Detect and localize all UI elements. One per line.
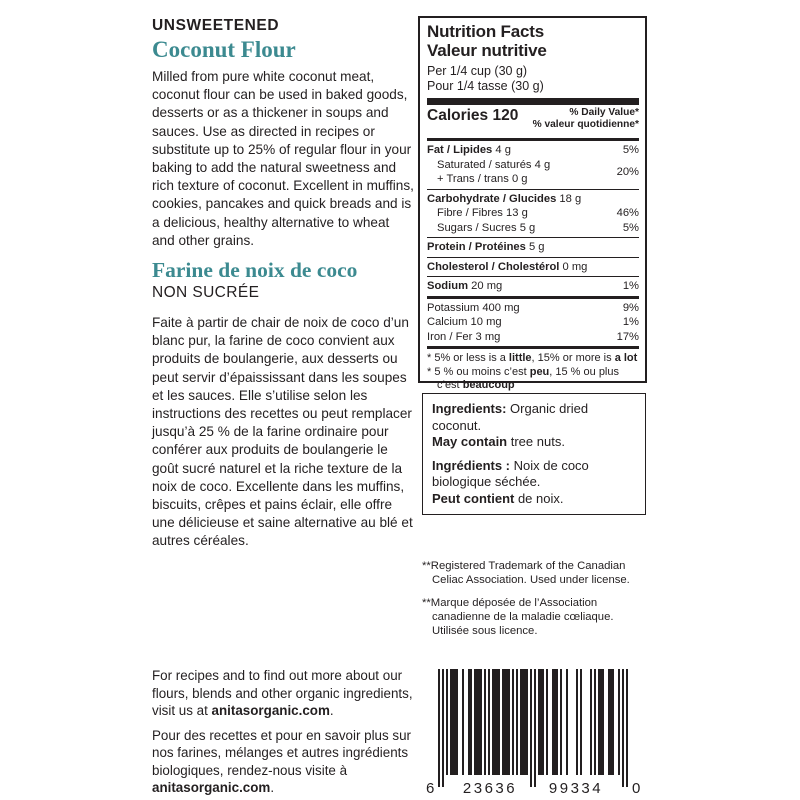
daily-value-footnote <box>427 349 639 393</box>
website-link-en[interactable]: anitasorganic.com <box>211 703 330 718</box>
fibre-amount: 13 g <box>506 207 528 219</box>
barcode-digit-first: 6 <box>426 780 435 797</box>
barcode-bar <box>480 669 482 775</box>
ingredients-label-fr: Ingrédients : <box>432 457 511 473</box>
barcode-bar <box>446 669 448 775</box>
ingredients-text-fr: Noix de coco biologique séchée. <box>432 457 589 489</box>
barcode-bar <box>602 669 604 775</box>
barcode-bar <box>522 669 524 775</box>
sodium-row <box>427 279 639 294</box>
sugars-amount: 5 g <box>519 221 536 234</box>
barcode-bar <box>622 669 624 787</box>
website-info-en <box>152 667 422 720</box>
calories <box>427 107 518 125</box>
barcode-bar <box>538 669 540 775</box>
trademark-en-line-2: Celiac Association. Used under license. <box>432 574 630 586</box>
barcode-bar <box>610 669 612 775</box>
potassium-label: Potassium 400 mg <box>427 301 520 314</box>
website-end-fr: . <box>270 780 275 795</box>
iron-dv: 17% <box>616 330 639 343</box>
sodium-amount: 20 mg <box>471 280 503 292</box>
barcode-bar <box>556 669 558 775</box>
product-description <box>152 16 414 551</box>
trademark-fr-line-2: canadienne de la maladie cœliaque. <box>432 611 614 623</box>
ingredients-box <box>422 393 646 515</box>
barcode-bar <box>598 669 600 775</box>
barcode-bar <box>450 669 452 775</box>
fat-amount: 4 g <box>495 144 511 156</box>
calcium-dv: 1% <box>622 316 639 328</box>
sodium-dv: 1% <box>622 280 639 292</box>
fat-group <box>427 141 639 189</box>
barcode-bar <box>524 669 526 775</box>
barcode-bar <box>442 669 444 787</box>
trans-row <box>427 166 639 187</box>
trademark-note-fr <box>422 596 652 638</box>
barcode-bar <box>542 669 544 775</box>
footnote-en-lot: a lot <box>614 352 638 364</box>
trademark-fr-line-3: Utilisée sous licence. <box>432 625 538 637</box>
barcode-bar <box>508 669 510 775</box>
footnote-fr-peu: peu <box>529 365 550 378</box>
barcode-bar <box>530 669 532 787</box>
barcode-bar <box>512 669 514 775</box>
barcode-bar <box>546 669 548 775</box>
saturated-row <box>427 158 639 173</box>
saturated-trans-dv: 20% <box>616 166 639 178</box>
carb-label: Carbohydrate / Glucides <box>427 192 557 205</box>
cholesterol-row <box>427 260 639 275</box>
french-description: Faite à partir de chair de noix de coco d’un blanc pur, la farine de coco convient aux produits de boulangerie, aux desserts ou peut servir d’épaississant dans les soupes et les sauces. Elle s’utilise selon les instructions des recettes ou peut remplacer jusqu’à 25 % de la farine ordinaire pour conférer aux produits de boulangerie le goût sucré naturel et la riche texture de la noix de coco. Excellente dans les muffins, biscuits, crêpes et pains éclair, elle offre une délicieuse et saine alternative au blé et autres céréales. <box>152 315 413 549</box>
iron-label: Iron / Fer 3 mg <box>427 330 501 343</box>
barcode-bar <box>566 669 568 775</box>
potassium-dv: 9% <box>622 301 639 314</box>
barcode-bar <box>498 669 500 775</box>
barcode-bar <box>552 669 554 775</box>
barcode <box>424 667 644 797</box>
barcode-bar <box>484 669 486 775</box>
calories-value: 120 <box>492 107 519 124</box>
barcode-bar <box>600 669 602 775</box>
protein-group <box>427 238 639 257</box>
cholesterol-label: Cholesterol / Cholestérol <box>427 260 560 273</box>
ingredients-en <box>432 401 637 434</box>
sugars-row <box>427 221 639 236</box>
barcode-bar <box>580 669 582 775</box>
sugars-label: Sugars / Sucres <box>437 221 517 234</box>
website-text-en: For recipes and to find out more about our flours, blends and other organic ingredients, visit us at <box>152 668 413 718</box>
daily-value-en: % Daily Value* <box>569 107 639 118</box>
trademark-note-en <box>422 559 652 587</box>
barcode-bar <box>452 669 454 775</box>
calories-row <box>427 105 639 138</box>
fat-dv: 5% <box>622 144 639 156</box>
calcium-label: Calcium 10 mg <box>427 316 502 328</box>
barcode-bar <box>554 669 556 775</box>
trans-label: + Trans / trans <box>437 173 509 185</box>
barcode-bar <box>468 669 470 775</box>
barcode-bar <box>520 669 522 775</box>
fat-label: Fat / Lipides <box>427 144 493 156</box>
barcode-bar <box>438 669 440 787</box>
ingredients-label-en: Ingredients: <box>432 401 507 416</box>
saturated-amount: 4 g <box>534 158 551 171</box>
footnote-en-text: * 5% or less is a <box>427 352 509 364</box>
nutrition-facts-table <box>418 16 647 391</box>
barcode-bar <box>534 669 536 787</box>
barcode-bar <box>612 669 614 775</box>
english-title: Coconut Flour <box>152 37 296 62</box>
barcode-bar <box>626 669 628 787</box>
footnote-en <box>427 352 639 366</box>
daily-value-fr: % valeur quotidienne* <box>532 119 639 130</box>
serving-size-en: Per 1/4 cup (30 g) <box>427 64 528 78</box>
fat-row <box>427 143 639 158</box>
sodium-group <box>427 277 639 296</box>
footnote-fr-beaucoup: beaucoup <box>462 379 515 391</box>
protein-row <box>427 240 639 255</box>
trademark-en-line-1: **Registered Trademark of the Canadian <box>422 560 626 572</box>
english-description: Milled from pure white coconut meat, coconut flour can be used in baked goods, desserts or as a thickener in soups and sauces. Use as directed in recipes or substitute up to 25% of regular flour in your baking to add the natural sweetness and rich texture of coconut. Excellent in muffins, cookies, pancakes and quick breads and is a delicious, healthy alternative to wheat and other grains. <box>152 69 414 248</box>
protein-label: Protein / Protéines <box>427 241 526 253</box>
barcode-digit-last: 0 <box>632 780 641 797</box>
nutrition-title-fr: Valeur nutritive <box>427 41 547 60</box>
barcode-bar <box>506 669 508 775</box>
barcode-bar <box>478 669 480 775</box>
barcode-bar <box>526 669 528 775</box>
website-link-fr[interactable]: anitasorganic.com <box>152 780 271 795</box>
barcode-bar <box>454 669 456 775</box>
divider <box>427 98 639 105</box>
allergen-en <box>432 434 637 451</box>
peut-contient-label: Peut contient <box>432 490 515 506</box>
calories-label: Calories <box>427 107 489 124</box>
protein-amount: 5 g <box>528 241 545 253</box>
barcode-digits-right: 99334 <box>548 780 604 797</box>
barcode-bar <box>502 669 504 775</box>
barcode-bar <box>492 669 494 775</box>
minerals-group <box>427 299 639 347</box>
fibre-label: Fibre / Fibres <box>437 207 503 219</box>
iron-row <box>427 330 639 345</box>
carb-row <box>427 192 639 207</box>
footnote-en-text-2: , 15% or more is <box>531 352 615 364</box>
sodium-label: Sodium <box>427 280 469 292</box>
barcode-digits-left: 23636 <box>462 780 518 797</box>
barcode-bar <box>516 669 518 775</box>
english-eyebrow: UNSWEETENED <box>152 17 280 34</box>
barcode-bar <box>576 669 578 775</box>
barcode-bar <box>470 669 472 775</box>
website-info-fr <box>152 727 422 797</box>
may-contain-label: May contain <box>432 434 508 449</box>
barcode-bars <box>438 669 628 787</box>
barcode-bar <box>540 669 542 775</box>
barcode-bar <box>560 669 562 775</box>
sugars-dv: 5% <box>622 221 639 234</box>
footnote-fr-line-2 <box>427 379 639 393</box>
footnote-en-little: little <box>508 352 532 364</box>
barcode-bar <box>504 669 506 775</box>
potassium-row <box>427 301 639 316</box>
footnote-fr-text: * 5 % ou moins c’est <box>427 365 530 378</box>
calcium-row <box>427 315 639 330</box>
barcode-bar <box>608 669 610 775</box>
ingredients-fr <box>432 458 637 491</box>
fibre-row <box>427 206 639 221</box>
allergen-fr <box>432 491 637 508</box>
carb-amount: 18 g <box>559 192 582 205</box>
trans-amount: 0 g <box>511 173 528 185</box>
fibre-dv: 46% <box>616 207 639 219</box>
french-eyebrow: NON SUCRÉE <box>152 284 260 302</box>
peut-contient-text: de noix. <box>514 490 564 506</box>
saturated-label: Saturated / saturés <box>437 158 532 171</box>
barcode-bar <box>594 669 596 775</box>
trademark-fr-line-1: **Marque déposée de l’Association <box>422 597 598 609</box>
nutrition-title-en: Nutrition Facts <box>427 22 544 41</box>
cholesterol-group <box>427 258 639 277</box>
daily-value-header <box>533 107 639 131</box>
website-text-fr: Pour des recettes et pour en savoir plus sur nos farines, mélanges et autres ingrédients biologiques, rendez-nous visite à <box>152 727 412 778</box>
may-contain-text: tree nuts. <box>507 434 565 449</box>
footnote-fr <box>427 366 639 380</box>
barcode-bar <box>476 669 478 775</box>
barcode-bar <box>488 669 490 775</box>
barcode-bar <box>496 669 498 775</box>
website-info <box>152 667 422 797</box>
footnote-fr-text-3: c’est <box>437 379 463 391</box>
cholesterol-amount: 0 mg <box>562 260 588 273</box>
barcode-bar <box>618 669 620 775</box>
barcode-bar <box>474 669 476 775</box>
barcode-bar <box>462 669 464 775</box>
ingredients-text-en: Organic dried coconut. <box>432 401 589 433</box>
footnote-fr-text-2: , 15 % ou plus <box>549 365 619 378</box>
website-end-en: . <box>329 703 334 718</box>
carb-group <box>427 190 639 238</box>
barcode-bar <box>590 669 592 775</box>
barcode-bar <box>494 669 496 775</box>
serving-size-fr: Pour 1/4 tasse (30 g) <box>427 79 544 93</box>
barcode-bar <box>456 669 458 775</box>
french-title: Farine de noix de coco <box>152 258 358 283</box>
